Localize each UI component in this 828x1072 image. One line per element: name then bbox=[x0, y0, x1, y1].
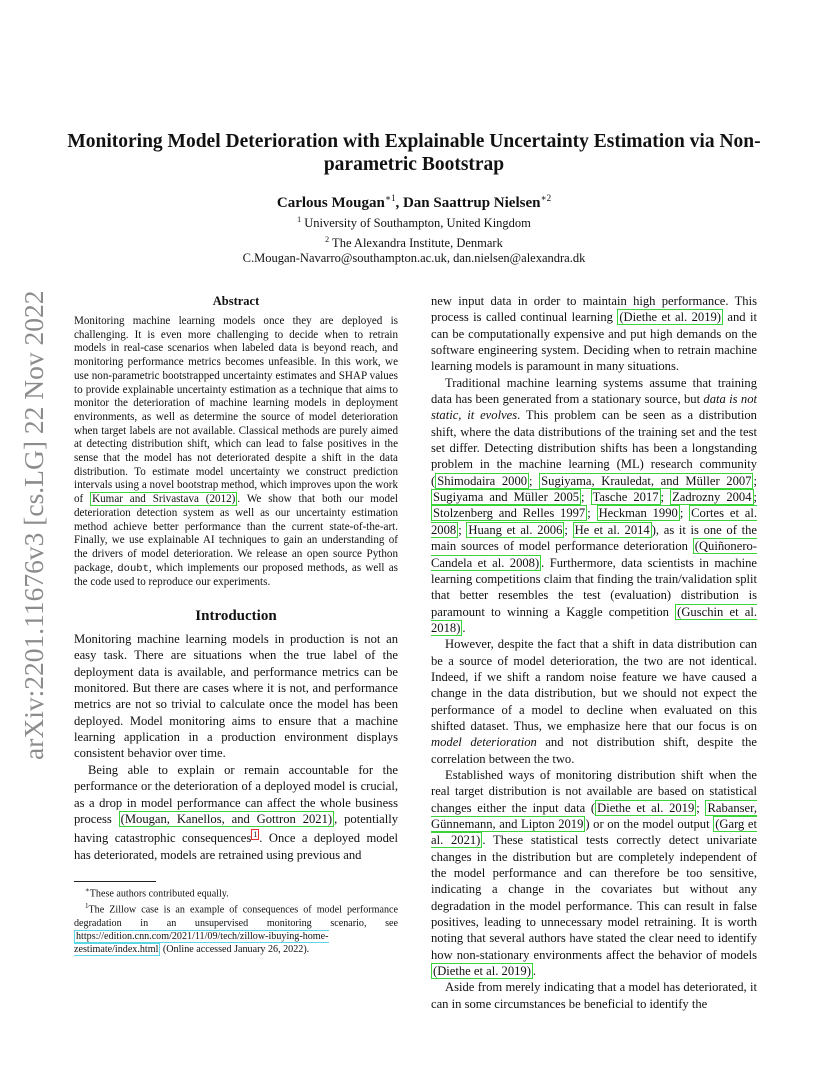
citation-link[interactable]: Stolzenberg and Relles 1997 bbox=[433, 506, 586, 521]
text-segment: new input data in order to maintain high performance. This process is called continual learning bbox=[431, 294, 757, 325]
text-segment: , potentially having catastrophic consequences bbox=[74, 811, 398, 846]
text-segment: . This problem can be seen as a distribution shift, where the data distributions of the training set and the test set differ. Detecting distribution shifts has been a longstanding problem in the machine learning (ML) research community ( bbox=[431, 408, 757, 488]
abstract-segment: Monitoring machine learning models once they are deployed is challenging. It is even more challenging to decide when to retrain models in real-case scenarios when labeled data is beyond reach, and monitoring performance metrics becomes unfeasible. In this work, we use non-parametric bootstrapped uncertainty estimates and SHAP values to provide explainable uncertainty estimation as a technique that aims to monitor the deterioration of machine learning models in deployment environments, as well as determine the source of model deterioration when target labels are not available. Classical methods are purely aimed at detecting distribution shift, which can lead to false positives in the sense that the model has not deteriorated despite a shift in the data distribution. To estimate model uncertainty we construct prediction intervals using a novel bootstrap method, which improves upon the work of bbox=[74, 315, 398, 506]
citation-link[interactable]: (Quiñonero-Candela et al. 2008) bbox=[431, 539, 757, 570]
citation-link[interactable]: (Mougan, Kanellos, and Gottron 2021) bbox=[120, 811, 333, 826]
intro-paragraph-1: Monitoring machine learning models in production is not an easy task. There are situations when the true label of the deployment data is available, and performance metrics can be monitored. But there are cases where it is not, and performance metrics are not so trivial to calculate once the model has been deployed. Model monitoring aims to ensure that a machine learning application in a production environment displays consistent behavior over time. bbox=[74, 632, 398, 761]
abstract-heading: Abstract bbox=[212, 294, 260, 308]
footnote-mark: 1 bbox=[85, 902, 89, 911]
package-name: doubt bbox=[117, 562, 149, 575]
abstract-text bbox=[74, 315, 398, 590]
affiliation-mark: 1 bbox=[297, 215, 302, 224]
author-name: Dan Saattrup Nielsen bbox=[402, 195, 541, 211]
arxiv-identifier: arXiv:2201.11676v3 [cs.LG] 22 Nov 2022 bbox=[18, 290, 49, 760]
affiliation-text: The Alexandra Institute, Denmark bbox=[329, 235, 503, 250]
body-paragraph-distribution-shift: Traditional machine learning systems assume that training data has been generated from a stationary source, but data is not static, it evolves. This problem can be seen as a distribution shift, where the data distributions of the training set and the test set differ. Detecting distribution shifts has been a longstanding problem in the machine learning (ML) research community ( Shimodaira 2000 ; Sugiyama, Krauledat, and Müller 2007 ; Sugiyama and Müller 2005 ; Tasche 2017 ; Zadrozny 2004 ; Stolzenberg and Relles 1997 ; Heckman 1990 ; Cortes et al. 2008 ; Huang et al. 2006 ; He et al. 2014 ), as it is one of the main sources of model performance deterioration (Quiñonero-Candela et al. 2008) . Furthermore, data scientists in machine learning competitions claim that finding the train/validation split that better resembles the test (evaluation) distribution is paramount to winning a Kaggle competition (Guschin et al. 2018) . bbox=[431, 375, 758, 635]
footnote-link[interactable]: 1 bbox=[253, 830, 258, 840]
citation-link[interactable]: Heckman 1990 bbox=[598, 506, 678, 521]
text-segment: Traditional machine learning systems assume that training data has been generated from a stationary source, but bbox=[431, 375, 757, 407]
text-segment: Established ways of monitoring distribution shift when the real target distribution is not available are based on statistical changes either the input data bbox=[431, 767, 757, 815]
abstract-segment: , which implements our proposed methods, as well as the code used to reproduce our experiments. bbox=[74, 561, 398, 589]
right-column bbox=[431, 293, 757, 1012]
footnote-text: (Online accessed January 26, 2022). bbox=[160, 943, 310, 955]
affiliation-line bbox=[60, 232, 768, 252]
citation-link[interactable]: Diethe et al. 2019 bbox=[597, 800, 695, 815]
affiliation-mark: 2 bbox=[325, 234, 330, 244]
citation-link[interactable]: Huang et al. 2006 bbox=[468, 522, 563, 537]
text-segment: . Once a deployed model has deteriorated, models are retrained using previous and bbox=[74, 831, 398, 862]
citation-link[interactable]: Shimodaira 2000 bbox=[437, 473, 528, 488]
citation-link[interactable]: (Diethe et al. 2019) bbox=[433, 964, 531, 979]
body-paragraph-monitoring: Established ways of monitoring distribution shift when the real target distribution is not available are based on statistical changes either the input data ( Diethe et al. 2019 ; Rabanser, Günnemann, and Lipton 2019 ) or on the model output (Garg et al. 2021) . These statistical tests correctly detect univariate changes in the distribution but are completely independent of the model performance and can therefore be too sensitive, indicating a change in the covariates but without any degradation in the model performance. This can result in false positives, leading to unnecessary model retraining. It is worth noting that several authors have stated the clear need to identify how non-stationary environments affect the behavior of models (Diethe et al. 2019) . bbox=[431, 767, 757, 979]
citation-link[interactable]: Rabanser, Günnemann, and Lipton 2019 bbox=[431, 800, 757, 831]
footnote-1 bbox=[74, 900, 398, 955]
footnote-equal-contribution bbox=[74, 884, 398, 900]
footnote-divider bbox=[74, 881, 156, 882]
footnote-text: The Zillow case is an example of consequences of model performance degradation in an unsupervised monitoring scenario, see bbox=[74, 904, 398, 929]
affiliation-line bbox=[60, 212, 768, 232]
abstract-segment: . We show that both our model deterioration detection system as well as our uncertainty estimation method achieve better performance than the current state-of-the-art. Finally, we use explainable AI techniques to gain an understanding of the drivers of model deterioration. We release an open source Python package, bbox=[74, 493, 399, 574]
emphasis: data is not static, it evolves bbox=[431, 392, 757, 423]
left-column bbox=[74, 293, 398, 863]
citation-link[interactable]: Sugiyama and Müller 2005 bbox=[433, 490, 580, 505]
emphasis: model deterioration bbox=[431, 735, 537, 750]
footnote-url-link[interactable]: https://edition.cnn.com/2021/11/09/tech/zillow-ibuying-home-zestimate/index.html bbox=[74, 930, 329, 955]
text-segment: However, despite the fact that a shift in data distribution can be a source of model deterioration, the two are not identical. Indeed, if we shift a random noise feature we have caused a change in the data distribution, but we should not expect the performance of a model to decline when evaluated on this shifted dataset. Thus, we emphasize here that our focus is on bbox=[431, 637, 757, 733]
citation-link[interactable]: Cortes et al. 2008 bbox=[431, 506, 757, 537]
footnote-text: These authors contributed equally. bbox=[89, 888, 229, 900]
body-paragraph-continued bbox=[431, 293, 757, 375]
author-mark: ∗2 bbox=[540, 193, 552, 203]
citation-link[interactable]: (Guschin et al. 2018) bbox=[431, 604, 757, 635]
text-segment: . bbox=[532, 964, 537, 979]
text-segment: ), as it is one of the main sources of model performance deterioration bbox=[431, 522, 757, 554]
citation-link[interactable]: Tasche 2017 bbox=[592, 490, 659, 505]
footnotes bbox=[74, 884, 398, 956]
paper-title: Monitoring Model Deterioration with Explainable Uncertainty Estimation via Non-parametric Bootstrap bbox=[67, 131, 761, 175]
text-segment: . bbox=[462, 620, 466, 635]
citation-link[interactable]: (Diethe et al. 2019) bbox=[619, 310, 722, 325]
body-paragraph-deterioration bbox=[431, 636, 757, 767]
text-segment: . Furthermore, data scientists in machine learning competitions claim that finding the train/validation split that better resembles the test (evaluation) distribution is paramount to winning a Kaggle competition bbox=[431, 555, 758, 619]
author-separator: , bbox=[395, 195, 403, 211]
author-mark: ∗1 bbox=[384, 193, 396, 203]
citation-link[interactable]: Sugiyama, Krauledat, and Müller 2007 bbox=[541, 473, 752, 488]
citation-link[interactable]: Zadrozny 2004 bbox=[672, 490, 752, 505]
body-paragraph-aside: Aside from merely indicating that a model has deteriorated, it can in some circumstances be beneficial to identify the bbox=[431, 980, 757, 1011]
text-segment: . These statistical tests correctly detect univariate changes in the distribution but are completely independent of the model performance and can therefore be too sensitive, indicating a change in the covariates but without any degradation in the model performance. This can result in false positives, leading to unnecessary model retraining. It is worth noting that several authors have stated the clear need to identify how non-stationary environments affect the behavior of models bbox=[431, 833, 757, 962]
author-emails: C.Mougan-Navarro@southampton.ac.uk, dan.nielsen@alexandra.dk bbox=[242, 251, 586, 266]
author-name: Carlous Mougan bbox=[276, 195, 385, 211]
arxiv-stamp bbox=[14, 283, 54, 760]
affiliation-text: University of Southampton, United Kingdom bbox=[301, 216, 531, 231]
intro-paragraph-2 bbox=[74, 762, 398, 863]
text-segment: or on the model output bbox=[589, 817, 714, 831]
affiliations bbox=[60, 212, 768, 267]
author-list bbox=[60, 189, 768, 212]
citation-link[interactable]: He et al. 2014 bbox=[574, 522, 650, 537]
citation-link[interactable]: Kumar and Srivastava (2012) bbox=[92, 493, 236, 506]
footnote-mark: ∗ bbox=[85, 886, 90, 894]
text-segment: Being able to explain or remain accountable for the performance or the deterioration of a deployed model is crucial, as a drop in model performance can affect the whole business process bbox=[74, 762, 398, 826]
text-segment: and it can be computationally expensive and put high demands on the software engineering system. Deciding when to retrain machine learning models is paramount in many situations. bbox=[431, 310, 757, 374]
section-heading-introduction: Introduction bbox=[195, 608, 277, 625]
text-segment: and not distribution shift, despite the correlation between the two. bbox=[431, 735, 758, 766]
citation-link[interactable]: (Garg et al. 2021) bbox=[431, 817, 757, 848]
